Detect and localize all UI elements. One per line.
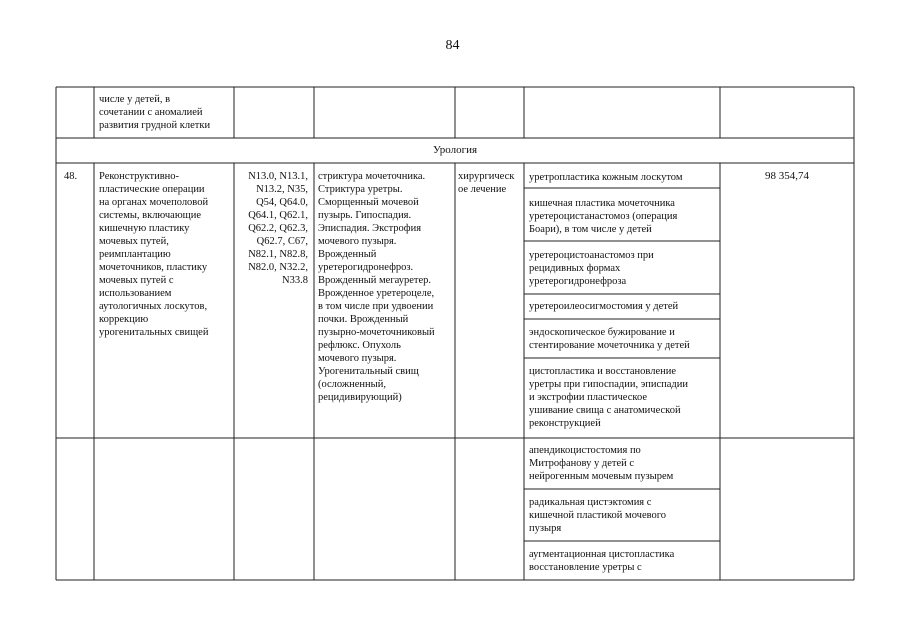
price-cell: 98 354,74 (765, 170, 809, 182)
method-item: цистопластика и восстановление уретры при гипоспадии, эписпадии и экстрофии пластическое ушивание свища с анатомической реконструкцией (529, 366, 689, 429)
method-item: апендикоцистостомия по Митрофанову у детей с нейрогенным мочевым пузырем (529, 445, 674, 482)
row-number: 48. (64, 171, 78, 182)
continuation-name-cell: числе у детей, в сочетании с аномалией развития грудной клетки (99, 94, 211, 131)
procedure-name-cell: Реконструктивно- пластические операции на органах мочеполовой системы, включающие кишечную пластику мочевых путей, реимплантацию мочеточников, пластику мочевых путей с использованием аутологичных лоскутов, коррекцию урогенитальных свищей (99, 171, 209, 338)
page-number: 84 (445, 38, 460, 53)
method-item: уретропластика кожным лоскутом (529, 172, 683, 183)
method-item: эндоскопическое бужирование и стентирование мочеточника у детей (529, 327, 690, 351)
method-item: радикальная цистэктомия с кишечной пластикой мочевого пузыря (529, 497, 667, 534)
treatment-type-cell: хирургическ ое лечение (458, 171, 515, 195)
diagnoses-cell: стриктура мочеточника. Стриктура уретры. Сморщенный мочевой пузырь. Гипоспадия. Эписпадия. Экстрофия мочевого пузыря. Врожденный уретерогидронефроз. Врожденный мегауретер. Врожденное уретероцеле, в том числе при удвоении почки. Врожденный пузырно-мочеточниковый рефлюкс. Опухоль мочевого пузыря. Урогенитальный свищ (осложненный, рецидивирующий) (318, 171, 435, 403)
icd-codes-cell: N13.0, N13.1, N13.2, N35, Q54, Q64.0, Q64.1, Q62.1, Q62.2, Q62.3, Q62.7, C67, N82.1, N82.8, N82.0, N32.2, N33.8 (248, 171, 308, 286)
section-header-urology: Урология (432, 144, 478, 156)
method-item: аугментационная цистопластика восстановление уретры с (529, 549, 675, 573)
method-item: уретероцистоанастомоз при рецидивных формах уретерогидронефроза (529, 250, 654, 287)
method-item: кишечная пластика мочеточника уретероцистанастомоз (операция Боари), в том числе у детей (529, 198, 678, 235)
method-item: уретероилеосигмостомия у детей (529, 301, 679, 312)
